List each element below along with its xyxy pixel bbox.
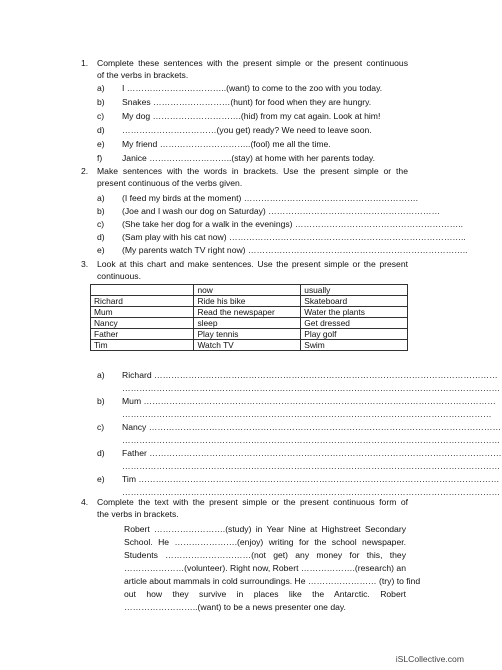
chart-row [91,329,408,340]
chart-cell: Ride his bike [194,296,301,307]
ex3-answer-a-line1: Richard ………………………………………………………………………………………………………… [122,370,498,380]
activity-chart [90,284,408,351]
ex3-answer-e-line2: …………………………………………………………………………………………………………………… [122,487,501,497]
ex1-item-b: Snakes ………………………(hunt) for food when they are hungry. [122,97,372,107]
ex3-answer-b-line2: ………………………………………………………………………………………………………………… [122,409,492,419]
ex2-item-e: (My parents watch TV right now) ………………………………………………………………….. [122,245,468,255]
ex3-instruction-line1: Look at this chart and make sentences. Use the present simple or the present [97,259,408,269]
chart-cell: Water the plants [301,307,408,318]
ex1-item-a-letter: a) [97,83,105,93]
ex3-answer-c-letter: c) [97,422,105,432]
chart-cell: Read the newspaper [194,307,301,318]
chart-row [91,307,408,318]
ex4-instruction-line1: Complete the text with the present simple or the present continuous form of [97,497,408,507]
chart-cell: Nancy [91,318,194,329]
ex1-item-f-letter: f) [97,153,103,163]
chart-cell: Richard [91,296,194,307]
chart-cell: Get dressed [301,318,408,329]
ex4-text-line: …………………(volunteer). Right now, Robert ……………….(research) an [124,563,406,573]
ex3-number: 3. [81,259,89,269]
ex3-answer-b-line1: Mum …………………………………………………………………………………………………………… [122,396,496,406]
ex2-item-e-letter: e) [97,245,105,255]
ex3-answer-c-line2: …………………………………………………………………………………………………………………… [122,435,501,445]
ex4-text-line: ……………………..(want) to be a news presenter one day. [124,602,346,612]
chart-header-row [91,285,408,296]
chart-cell: Tim [91,340,194,351]
ex3-answer-a-line2: …………………………………………………………………………………………………………………… [122,383,501,393]
ex1-item-c-letter: c) [97,111,105,121]
chart-cell: Mum [91,307,194,318]
chart-cell: Swim [301,340,408,351]
ex4-text-line: out how they survive in places like the Antarctic. Robert [124,589,406,599]
ex1-item-f: Janice ………………………..(stay) at home with her parents today. [122,153,375,163]
ex3-instruction-line2: continuous. [97,271,141,281]
ex3-answer-b-letter: b) [97,396,105,406]
ex2-number: 2. [81,166,89,176]
ex3-answer-d-line2: …………………………………………………………………………………………………………………… [122,461,501,471]
ex1-item-a: I ……………………………..(want) to come to the zoo with you today. [122,83,383,93]
chart-cell: Play tennis [194,329,301,340]
ex4-text-line: Students …………………………(not get) any money for this, they [124,550,406,560]
chart-header-cell [91,285,194,296]
chart-cell: Watch TV [194,340,301,351]
chart-row [91,296,408,307]
ex2-instruction-line2: present continuous of the verbs given. [97,178,243,188]
ex1-item-b-letter: b) [97,97,105,107]
ex4-instruction-line2: the verbs in brackets. [97,509,179,519]
ex1-instruction-line1: Complete these sentences with the present simple or the present continuous [97,58,408,68]
ex2-item-a-letter: a) [97,193,105,203]
ex2-item-d: (Sam play with his cat now) ……………………………………………………………………….. [122,232,466,242]
ex4-text-line: article about mammals in cold surroundings. He …………………… (try) to find [124,576,421,586]
chart-header-cell: now [194,285,301,296]
ex2-item-a: (I feed my birds at the moment) ……………………………………………………. [122,193,419,203]
chart-cell: Play golf [301,329,408,340]
ex1-item-e-letter: e) [97,139,105,149]
ex4-text-line: School. He ………………….(enjoy) writing for the school newspaper. [124,537,406,547]
ex1-number: 1. [81,58,89,68]
ex1-item-d-letter: d) [97,125,105,135]
ex3-answer-e-letter: e) [97,474,105,484]
ex2-item-d-letter: d) [97,232,105,242]
ex2-item-c-letter: c) [97,219,105,229]
chart-row [91,318,408,329]
site-watermark: iSLCollective.com [395,654,464,664]
ex3-answer-d-letter: d) [97,448,105,458]
ex2-item-b-letter: b) [97,206,105,216]
ex1-item-c: My dog ………………………….(hid) from my cat again. Look at him! [122,111,381,121]
chart-row [91,340,408,351]
ex1-item-d: ……………………………(you get) ready? We need to leave soon. [122,125,372,135]
chart-cell: Father [91,329,194,340]
ex2-instruction-line1: Make sentences with the words in brackets. Use the present simple or the [97,166,408,176]
ex2-item-b: (Joe and I wash our dog on Saturday) …………………………………………………… [122,206,441,216]
ex4-number: 4. [81,497,89,507]
ex3-answer-a-letter: a) [97,370,105,380]
ex3-answer-c-line1: Nancy …………………………………………………………………………………………………………… [122,422,502,432]
chart-cell: Skateboard [301,296,408,307]
ex2-item-c: (She take her dog for a walk in the evenings) ………………………………………………….. [122,219,463,229]
ex4-text-line: Robert …………………….(study) in Year Nine at Highstreet Secondary [124,524,406,534]
ex3-answer-e-line1: Tim ……………………………………………………………………………………………………………… [122,474,500,484]
ex3-answer-d-line1: Father …………………………………………………………………………………………………………… [122,448,502,458]
ex1-instruction-line2: of the verbs in brackets. [97,70,189,80]
ex1-item-e: My friend …………………………..(fool) me all the time. [122,139,331,149]
chart-cell: sleep [194,318,301,329]
chart-header-cell: usually [301,285,408,296]
